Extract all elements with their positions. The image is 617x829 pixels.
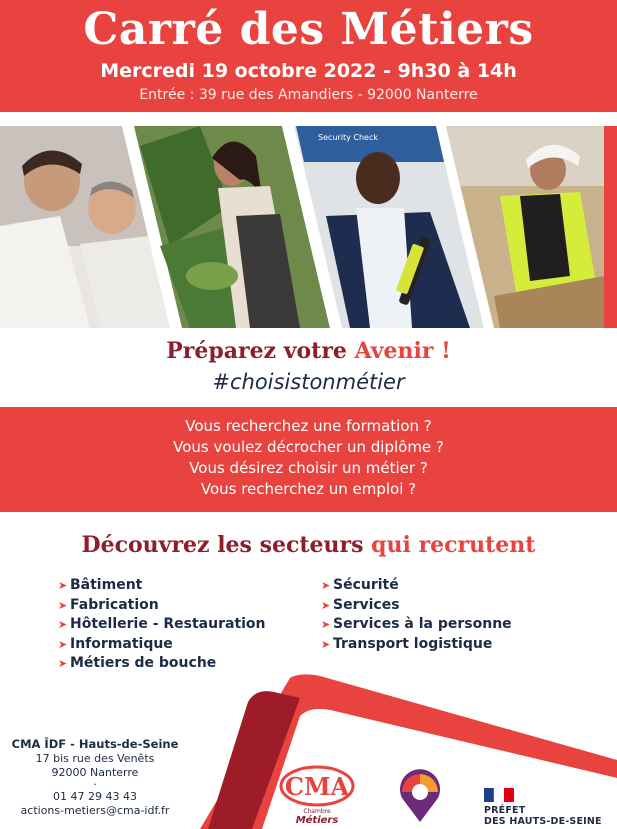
cma-logo (278, 764, 356, 828)
contact-email[interactable]: actions-metiers@cma-idf.fr (20, 803, 170, 817)
cma-letters: CMA (284, 772, 350, 801)
chevron-right-icon: ➤ (58, 598, 68, 612)
headline (0, 338, 617, 364)
event-address: Entrée : 39 rue des Amandiers - 92000 Nanterre (139, 87, 478, 103)
contact-phone: 01 47 29 43 43 (53, 790, 137, 803)
question-line: Vous désirez choisir un métier ? (189, 459, 428, 477)
security-check-label: Security Check (318, 133, 379, 142)
photo-strip (0, 126, 617, 328)
headline-text: Préparez votre (166, 338, 355, 364)
sectors-left-list (58, 576, 266, 674)
separator-dot: · (93, 778, 97, 791)
sector-item: ➤ Hôtellerie - Restauration (58, 615, 266, 635)
sector-item: ➤ Bâtiment (58, 576, 266, 596)
partner-logo (394, 768, 446, 824)
chevron-right-icon: ➤ (321, 579, 331, 592)
event-date: Mercredi 19 octobre 2022 - 9h30 à 14h (100, 60, 517, 82)
chevron-right-icon: ➤ (58, 637, 68, 651)
contact-street: 17 bis rue des Venêts (35, 752, 155, 765)
sector-item: ➤ Services à la personne (321, 615, 512, 635)
event-title: Carré des Métiers (83, 4, 534, 55)
sectors-title-text: Découvrez les secteurs (81, 532, 372, 558)
location-pin-icon (394, 768, 446, 824)
prefet-text: PRÉFET DES HAUTS-DE-SEINE (484, 805, 602, 827)
sector-item: ➤ Transport logistique (321, 635, 512, 655)
prefet-logo (484, 788, 614, 828)
french-flag-icon (484, 788, 514, 802)
chevron-right-icon: ➤ (58, 579, 68, 592)
cma-logo-icon (278, 764, 356, 808)
sector-item: ➤ Fabrication (58, 596, 266, 616)
sector-item: ➤ Sécurité (321, 576, 512, 596)
chevron-right-icon: ➤ (58, 657, 68, 670)
contact-city: 92000 Nanterre (51, 765, 139, 779)
contact-block (0, 737, 190, 817)
header-band (0, 0, 617, 112)
question-line: Vous recherchez une formation ? (185, 417, 432, 435)
question-line: Vous voulez décrocher un diplôme ? (173, 438, 444, 456)
chevron-right-icon: ➤ (321, 598, 331, 612)
chevron-right-icon: ➤ (321, 637, 331, 651)
contact-org: CMA ÎDF - Hauts-de-Seine (11, 737, 179, 751)
hashtag: #choisistonmétier (212, 370, 405, 394)
chevron-right-icon: ➤ (321, 618, 331, 631)
sectors-title-accent: qui recrutent (371, 532, 536, 558)
photo-collage (0, 126, 617, 328)
headline-accent: Avenir ! (354, 338, 451, 364)
sector-item: ➤ Métiers de bouche (58, 654, 266, 674)
cma-sub-chambre: Chambre (303, 808, 331, 815)
questions-band (0, 407, 617, 512)
cma-sub-metiers: Métiers (295, 815, 339, 826)
sectors-right-list (321, 576, 512, 654)
sector-item: ➤ Services (321, 596, 512, 616)
chevron-right-icon: ➤ (58, 618, 68, 631)
sectors-title (0, 532, 617, 558)
question-line: Vous recherchez un emploi ? (200, 480, 417, 498)
sector-item: ➤ Informatique (58, 635, 266, 655)
